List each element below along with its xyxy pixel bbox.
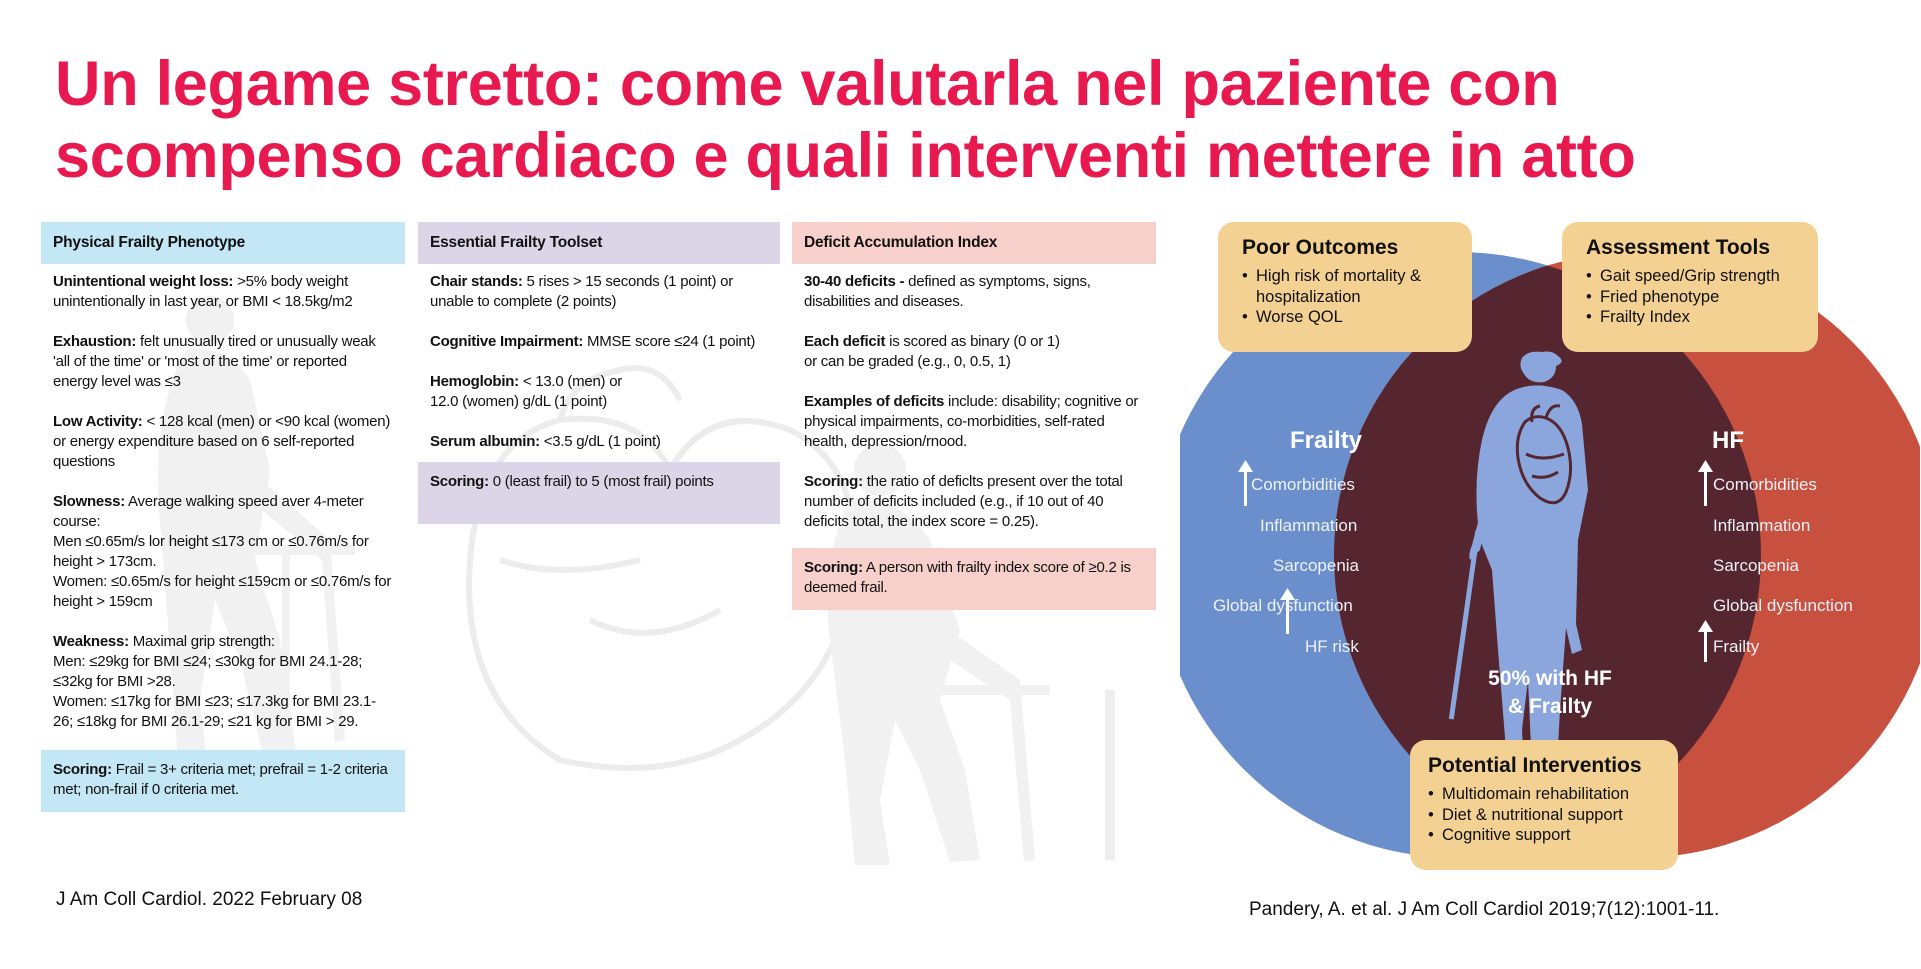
criterion-label: Examples of deficits (804, 393, 945, 410)
criterion-text: Maximal grip strength: Men: ≤29kg for BMI ≤24; ≤30kg for BMI 24.1-28; ≤32kg for BMI >28. Women: ≤17kg for BMI ≤23; ≤17.3kg for BMI 23.1-26; ≤18kg for BMI 26.1-29; ≤21 kg for BMI > 29. (53, 633, 376, 730)
frailty-factor-hf-risk: HF risk (1305, 637, 1359, 656)
assessment-tools-item: • Gait speed/Grip strength (1586, 266, 1798, 287)
scoring-box (418, 462, 780, 524)
scoring-text: A person with frailty index score of ≥0.2 is deemed frail. (804, 559, 1131, 596)
scoring-box (41, 750, 405, 812)
poor-outcomes-item: • High risk of mortality & hospitalization (1242, 266, 1452, 307)
essential-frailty-toolset-panel (418, 222, 780, 490)
hf-factor-sarcopenia: Sarcopenia (1713, 556, 1800, 575)
hf-factor-comorbidities: Comorbidities (1713, 475, 1817, 494)
criterion-label: Serum albumin: (430, 433, 540, 450)
criterion-entry (430, 432, 768, 452)
criterion-label: Low Activity: (53, 413, 143, 430)
criterion-entry (53, 412, 393, 472)
criterion-label: Exhaustion: (53, 333, 137, 350)
potential-interventions-item: • Diet & nutritional support (1428, 805, 1658, 826)
frailty-factor-comorbidities: Comorbidities (1251, 475, 1355, 494)
hf-factor-inflammation: Inflammation (1713, 516, 1811, 535)
criterion-label: Chair stands: (430, 273, 523, 290)
column-header: Deficit Accumulation Index (792, 222, 1156, 264)
criterion-label: Hemoglobin: (430, 373, 519, 390)
criterion-text: MMSE score ≤24 (1 point) (583, 333, 756, 350)
criterion-label: Slowness: (53, 493, 125, 510)
criterion-text: defined as symptoms, signs, disabilities and diseases. (804, 273, 1091, 310)
scoring-label: Scoring: (804, 559, 863, 576)
criterion-entry (53, 632, 393, 732)
criterion-entry (430, 372, 768, 412)
scoring-box (792, 548, 1156, 610)
criterion-label: Scoring: (804, 473, 863, 490)
frailty-factor-global-dysfunction: Global dysfunction (1213, 596, 1353, 615)
hf-circle-title: HF (1712, 427, 1744, 454)
criterion-entry (804, 332, 1144, 372)
criterion-label: Cognitive Impairment: (430, 333, 584, 350)
assessment-tools-item: • Frailty Index (1586, 307, 1798, 328)
potential-interventions-box (1410, 740, 1678, 870)
scoring-label: Scoring: (53, 761, 112, 778)
criterion-entry (53, 332, 393, 392)
overlap-label-line-2: & Frailty (1507, 695, 1593, 718)
criterion-text: is scored as binary (0 or 1) or can be graded (e.g., 0, 0.5, 1) (804, 333, 1060, 370)
potential-interventions-title: Potential Interventios (1428, 754, 1642, 777)
potential-interventions-item: • Cognitive support (1428, 825, 1658, 846)
physical-frailty-phenotype-panel (41, 222, 405, 798)
reference-left: J Am Coll Cardiol. 2022 February 08 (56, 889, 363, 910)
scoring-text: Frail = 3+ criteria met; prefrail = 1-2 criteria met; non-frail if 0 criteria met. (53, 761, 388, 798)
criterion-label: Weakness: (53, 633, 129, 650)
hf-factor-global-dysfunction: Global dysfunction (1713, 596, 1853, 615)
overlap-label-line-1: 50% with HF (1488, 667, 1612, 690)
column-header: Physical Frailty Phenotype (41, 222, 405, 264)
criterion-text: <3.5 g/dL (1 point) (539, 433, 661, 450)
criterion-entry (430, 332, 768, 352)
frailty-factor-inflammation: Inflammation (1260, 516, 1358, 535)
assessment-tools-item: • Fried phenotype (1586, 287, 1798, 308)
column-header: Essential Frailty Toolset (418, 222, 780, 264)
criterion-label: Unintentional weight loss: (53, 273, 234, 290)
potential-interventions-item: • Multidomain rehabilitation (1428, 784, 1658, 805)
poor-outcomes-title: Poor Outcomes (1242, 236, 1399, 259)
column-body (41, 264, 405, 732)
poor-outcomes-list (1242, 266, 1452, 328)
scoring-text: 0 (least frail) to 5 (most frail) points (488, 473, 714, 490)
title-line-1: Un legame stretto: come valutarla nel paziente con (55, 49, 1560, 119)
hf-factor-frailty: Frailty (1713, 637, 1760, 656)
criterion-entry (430, 272, 768, 312)
criterion-entry (804, 392, 1144, 452)
criterion-entry (53, 492, 393, 612)
title-line-2: scompenso cardiaco e quali interventi mettere in atto (55, 121, 1636, 191)
scoring-label: Scoring: (430, 473, 489, 490)
reference-right: Pandery, A. et al. J Am Coll Cardiol 2019;7(12):1001-11. (1249, 899, 1720, 920)
column-body (418, 264, 780, 452)
criterion-label: 30-40 deficits - (804, 273, 905, 290)
deficit-accumulation-index-panel (792, 222, 1156, 596)
assessment-tools-list (1586, 266, 1798, 328)
criterion-text: < 128 kcal (men) or <90 kcal (women) or energy expenditure based on 6 self-reported questions (53, 413, 391, 470)
assessment-tools-title: Assessment Tools (1586, 236, 1771, 259)
criterion-text: felt unusually tired or unusually weak 'all of the time' or 'most of the time' or reported energy level was ≤3 (53, 333, 376, 390)
potential-interventions-list (1428, 784, 1658, 846)
criterion-text: include: disability; cognitive or physical impairments, co-morbidities, self-rated health, depression/rnood. (804, 393, 1139, 450)
criterion-text: < 13.0 (men) or 12.0 (women) g/dL (1 point) (430, 373, 623, 410)
criterion-text: >5% body weight unintentionally in last year, or BMI < 18.5kg/m2 (53, 273, 353, 310)
overlap-label (1435, 665, 1665, 721)
page-title (55, 48, 1855, 192)
assessment-tools-box (1562, 222, 1818, 352)
criterion-entry (53, 272, 393, 312)
criterion-entry (804, 272, 1144, 312)
frailty-hf-venn-diagram (1180, 210, 1920, 890)
criterion-text: Average walking speed aver 4-meter course: Men ≤0.65m/s lor height ≤173 cm or ≤0.76m/s for height > 173cm. Women: ≤0.65m/s for height ≤159cm or ≤0.76m/s for height > 159cm (53, 493, 392, 610)
criterion-text: the ratio of deficlts present over the total number of deficits included (e.g., if 10 out of 40 deficits total, the index score = 0.25). (804, 473, 1123, 530)
frailty-factor-sarcopenia: Sarcopenia (1273, 556, 1360, 575)
poor-outcomes-box (1218, 222, 1472, 352)
frailty-circle-title: Frailty (1290, 427, 1363, 454)
poor-outcomes-item: • Worse QOL (1242, 307, 1452, 328)
column-body (792, 264, 1156, 532)
criterion-label: Each deficit (804, 333, 886, 350)
criterion-text: 5 rises > 15 seconds (1 point) or unable to complete (2 points) (430, 273, 733, 310)
criterion-entry (804, 472, 1144, 532)
